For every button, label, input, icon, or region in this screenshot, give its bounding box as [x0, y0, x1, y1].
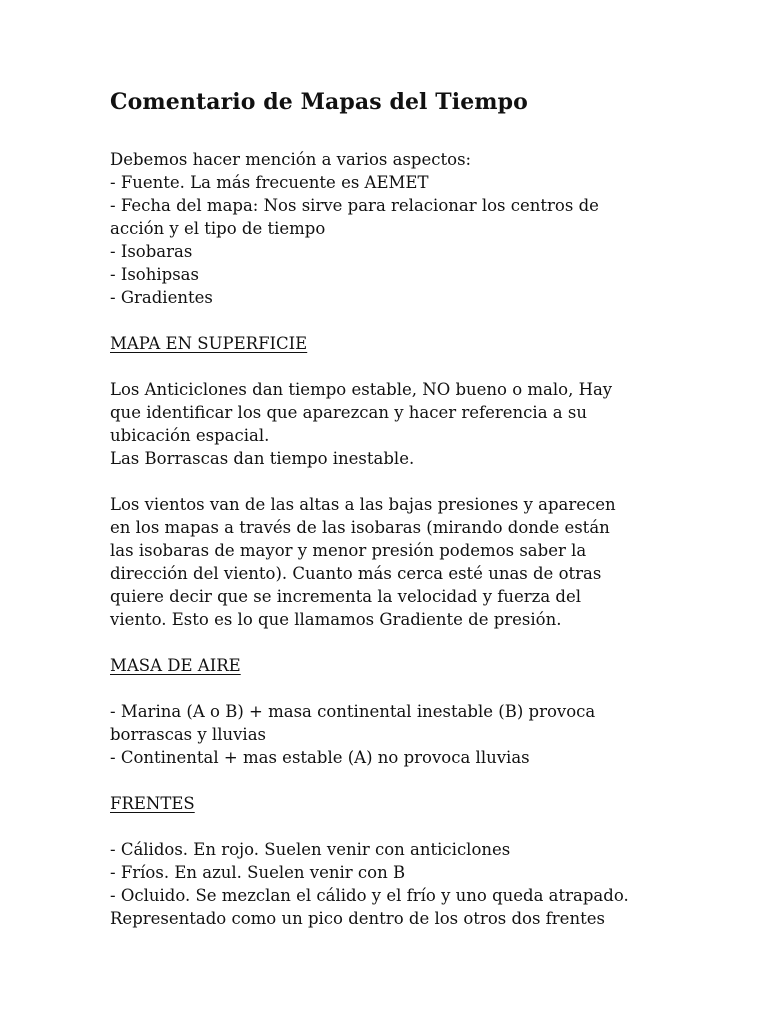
superficie-paragraph-2	[110, 493, 670, 631]
section-heading-frentes: FRENTES	[110, 794, 195, 813]
list-item: - Continental + mas estable (A) no provoca lluvias	[110, 748, 530, 767]
paragraph-line: Los Anticiclones dan tiempo estable, NO bueno o malo, Hay	[110, 380, 613, 399]
paragraph-line: ubicación espacial.	[110, 426, 270, 445]
spacer	[110, 631, 670, 654]
list-item: - Ocluido. Se mezclan el cálido y el frío y uno queda atrapado.	[110, 886, 629, 905]
intro-list-item: - Isobaras	[110, 242, 193, 261]
spacer	[110, 470, 670, 493]
intro-list-item-continuation: acción y el tipo de tiempo	[110, 219, 326, 238]
intro-list-item: - Fuente. La más frecuente es AEMET	[110, 173, 429, 192]
list-item-continuation: borrascas y lluvias	[110, 725, 267, 744]
spacer	[110, 309, 670, 332]
paragraph-line: en los mapas a través de las isobaras (mirando donde están	[110, 518, 610, 537]
spacer	[110, 355, 670, 378]
paragraph-line: viento. Esto es lo que llamamos Gradiente de presión.	[110, 610, 562, 629]
masa-aire-list	[110, 700, 670, 769]
paragraph-line: Los vientos van de las altas a las bajas presiones y aparecen	[110, 495, 616, 514]
intro-list-item: - Gradientes	[110, 288, 213, 307]
paragraph-line: que identificar los que aparezcan y hacer referencia a su	[110, 403, 587, 422]
intro-paragraph	[110, 148, 670, 309]
document-title: Comentario de Mapas del Tiempo	[110, 89, 528, 115]
paragraph-line: Las Borrascas dan tiempo inestable.	[110, 449, 415, 468]
intro-list-item: - Isohipsas	[110, 265, 199, 284]
spacer	[110, 815, 670, 838]
spacer	[110, 769, 670, 792]
list-item: - Cálidos. En rojo. Suelen venir con anticiclones	[110, 840, 511, 859]
section-heading-superficie: MAPA EN SUPERFICIE	[110, 334, 308, 353]
spacer	[110, 677, 670, 700]
frentes-list	[110, 838, 670, 930]
intro-list-item: - Fecha del mapa: Nos sirve para relacionar los centros de	[110, 196, 599, 215]
list-item: - Fríos. En azul. Suelen venir con B	[110, 863, 406, 882]
spacer	[110, 116, 670, 148]
superficie-paragraph-1	[110, 378, 670, 470]
intro-line: Debemos hacer mención a varios aspectos:	[110, 150, 472, 169]
document-page	[110, 88, 670, 930]
list-item-continuation: Representado como un pico dentro de los otros dos frentes	[110, 909, 605, 928]
paragraph-line: quiere decir que se incrementa la velocidad y fuerza del	[110, 587, 582, 606]
paragraph-line: las isobaras de mayor y menor presión podemos saber la	[110, 541, 587, 560]
paragraph-line: dirección del viento). Cuanto más cerca esté unas de otras	[110, 564, 602, 583]
list-item: - Marina (A o B) + masa continental inestable (B) provoca	[110, 702, 596, 721]
section-heading-masa-aire: MASA DE AIRE	[110, 656, 241, 675]
